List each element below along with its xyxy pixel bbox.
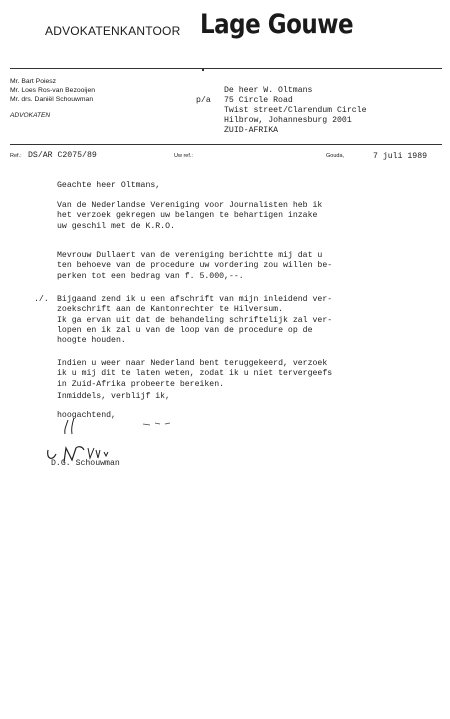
body-paragraph: Inmiddels, verblijf ik, xyxy=(57,392,171,401)
address-line: Twist street/Clarendum Circle xyxy=(224,106,367,115)
ref-value: DS/AR C2075/89 xyxy=(28,151,97,160)
place-label: Gouda, xyxy=(326,153,345,159)
partner-name: Mr. drs. Daniël Schouwman xyxy=(10,96,94,103)
partner-name: Mr. Bart Poiesz xyxy=(10,78,57,85)
partner-name: Mr. Loes Ros-van Bezooijen xyxy=(10,87,96,94)
firm-role: ADVOKATEN xyxy=(10,112,51,119)
address-pa: p/a xyxy=(196,96,211,105)
enclosure-mark: ./. xyxy=(34,295,49,304)
address-line: ZUID-AFRIKA xyxy=(224,126,279,135)
body-paragraph: Mevrouw Dullaert van de vereniging berichtte mij dat u ten behoeve van de procedure uw vordering zou willen be- perken tot een bedrag van f. 5.000,--. xyxy=(57,251,333,281)
header-rule xyxy=(10,68,442,69)
firm-logo: Lage Gouwe xyxy=(200,10,354,40)
signatory-name: D.G. Schouwman xyxy=(51,459,120,468)
ref-label: Ref.: xyxy=(10,153,22,159)
uw-ref-label: Uw ref.: xyxy=(174,153,193,159)
address-line: Hilbrow, Johannesburg 2001 xyxy=(224,116,352,125)
body-paragraph: Indien u weer naar Nederland bent teruggekeerd, verzoek ik u mij dit te laten weten, zodat ik u niet tervergeefs in Zuid-Afrika probeerte bereiken. xyxy=(57,359,333,389)
address-line: De heer W. Oltmans xyxy=(224,86,313,95)
body-paragraph: Bijgaand zend ik u een afschrift van mijn inleidend ver- zoekschrift aan de Kantonrechter te Hilversum. Ik ga ervan uit dat de behandeling schriftelijk zal ver- lopen en ik zal u van de loop van de procedure op de hoogte houden. xyxy=(57,295,333,346)
address-line: 75 Circle Road xyxy=(224,96,293,105)
letter-date: 7 juli 1989 xyxy=(373,152,428,161)
reference-rule xyxy=(10,144,442,145)
salutation: Geachte heer Oltmans, xyxy=(57,181,161,190)
rule-dot xyxy=(202,69,204,71)
firm-label: ADVOKATENKANTOOR xyxy=(45,24,181,38)
body-paragraph: Van de Nederlandse Vereniging voor Journalisten heb ik het verzoek gekregen uw belangen te behartigen inzake uw geschil met de K.R.O. xyxy=(57,201,323,231)
closing: hoogachtend, xyxy=(57,411,116,420)
